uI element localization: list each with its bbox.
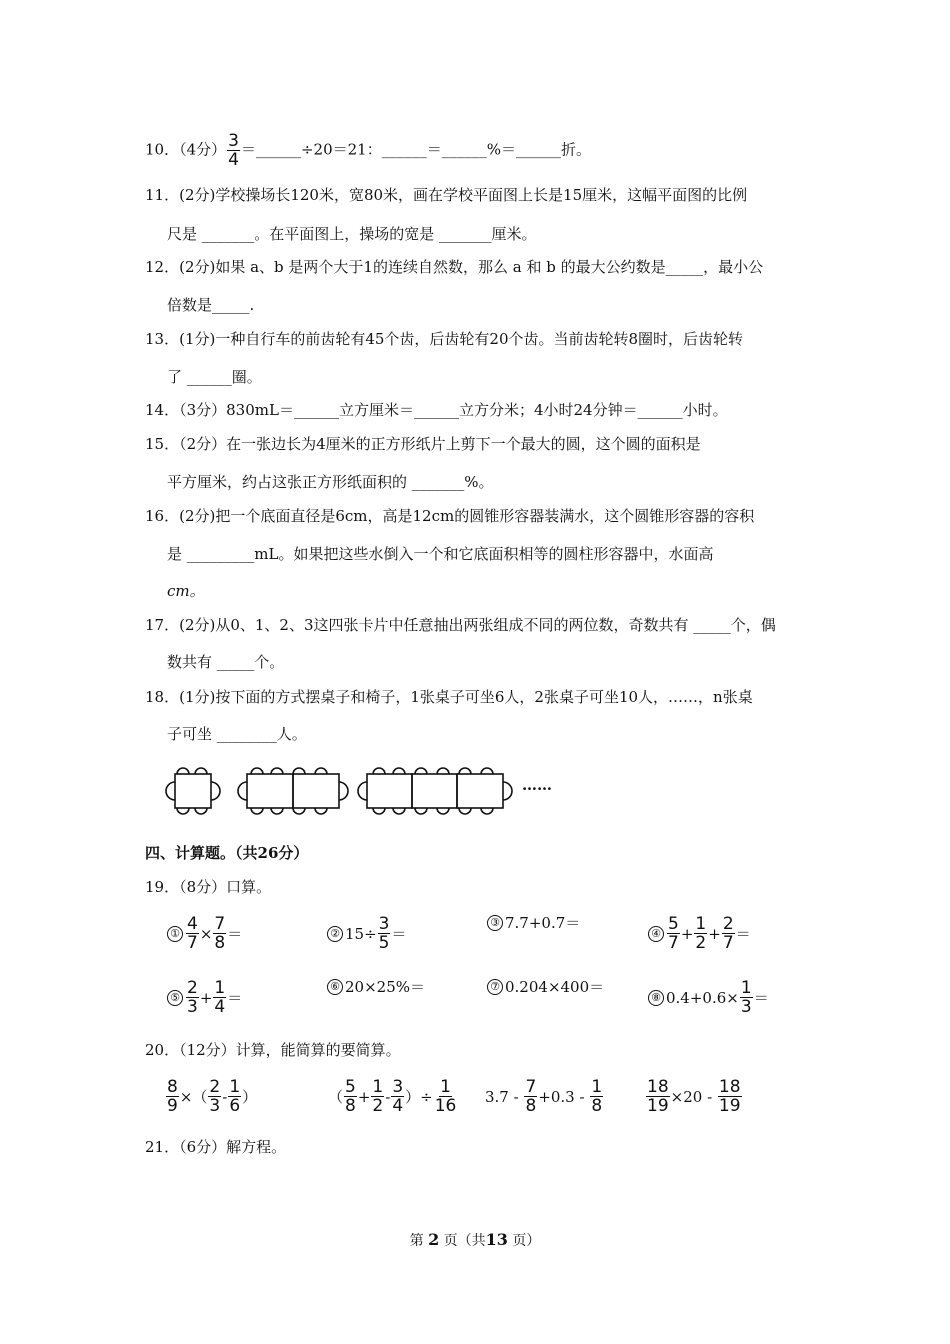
question-18-line2: 子可坐 ________人。: [167, 725, 307, 743]
question-16-line2: 是 _________mL。如果把这些水倒入一个和它底面积相等的圆柱形容器中，水面高: [167, 545, 714, 563]
calc-8: ⑧ 0.4+0.6× $\frac{1}{3}$ ＝: [648, 979, 769, 1016]
ellipsis: ……: [522, 776, 552, 794]
page-number: 2: [428, 1230, 440, 1249]
question-12-line2: 倍数是_____.: [167, 296, 255, 314]
question-18-line1: 18．(1分)按下面的方式摆桌子和椅子，1张桌子可坐6人，2张桌子可坐10人，……，n张桌: [145, 688, 753, 706]
calc-2: ② 15÷ $\frac{3}{5}$ ＝: [327, 915, 407, 952]
question-11-line1: 11．(2分)学校操场长120米，宽80米，画在学校平面图上长是15厘米，这幅平面图的比例: [145, 186, 748, 204]
question-19-title: 19．（8分）口算。: [145, 878, 272, 896]
question-16-line1: 16．(2分)把一个底面直径是6cm，高是12cm的圆锥形容器装满水，这个圆锥形容器的容积: [145, 507, 755, 525]
calc-3: ③ 7.7+0.7＝: [487, 912, 580, 933]
question-14: 14．（3分）830mL＝______立方厘米＝______立方分米；4小时24分钟＝______小时。: [145, 401, 728, 419]
question-17-line1: 17．(2分)从0、1、2、3这四张卡片中任意抽出两张组成不同的两位数，奇数共有 _____个，偶: [145, 616, 776, 634]
question-15-line2: 平方厘米，约占这张正方形纸面积的 _______%。: [167, 473, 494, 491]
section-heading: 四、计算题。（共26分）: [145, 844, 309, 862]
question-21-title: 21．（6分）解方程。: [145, 1138, 287, 1156]
question-16-line3: cm。: [167, 582, 205, 600]
calc-7: ⑦ 0.204×400＝: [487, 976, 604, 997]
expr-4: $\frac{18}{19}$ ×20 - $\frac{18}{19}$: [647, 1077, 741, 1116]
fraction: $\frac{3}{4}$: [228, 131, 239, 170]
expr-3: 3.7 - $\frac{7}{8}$ +0.3 - $\frac{1}{8}$: [485, 1077, 603, 1116]
question-11-line2: 尺是 _______。在平面图上，操场的宽是 _______厘米。: [167, 225, 537, 243]
question-13-line1: 13．(1分)一种自行车的前齿轮有45个齿，后齿轮有20个齿。当前齿轮转8圈时，后齿轮转: [145, 330, 744, 348]
question-20-title: 20．（12分）计算，能简算的要简算。: [145, 1041, 401, 1059]
expr-1: $\frac{8}{9}$ ×（ $\frac{2}{3}$ - $\frac{1}{6}$ ）: [167, 1077, 258, 1116]
page-total: 13: [485, 1230, 508, 1249]
expr-2: （ $\frac{5}{8}$ + $\frac{1}{2}$ - $\frac{3}{4}$ ）÷ $\frac{1}{16}$: [328, 1077, 457, 1116]
tables-chairs-figure: [165, 762, 565, 820]
question-12-line1: 12．(2分)如果 a、b 是两个大于1的连续自然数，那么 a 和 b 的最大公约数是_____，最小公: [145, 258, 764, 276]
calc-6: ⑥ 20×25%＝: [327, 976, 425, 997]
calc-4: ④ $\frac{5}{7}$ + $\frac{1}{2}$ + $\frac{2}{7}$ ＝: [648, 915, 751, 952]
question-10: 10．（4分） $\frac{3}{4}$ ＝______÷20＝21：______＝______%＝______折。: [145, 131, 591, 170]
page-footer: 第 2 页（共13 页）: [409, 1230, 541, 1249]
question-17-line2: 数共有 _____个。: [167, 653, 285, 671]
question-13-line2: 了 ______圈。: [167, 368, 262, 386]
calc-1: ① $\frac{4}{7}$ × $\frac{7}{8}$ ＝: [167, 915, 242, 952]
calc-5: ⑤ $\frac{2}{3}$ + $\frac{1}{4}$ ＝: [167, 979, 242, 1016]
question-15-line1: 15．（2分）在一张边长为4厘米的正方形纸片上剪下一个最大的圆，这个圆的面积是: [145, 435, 701, 453]
